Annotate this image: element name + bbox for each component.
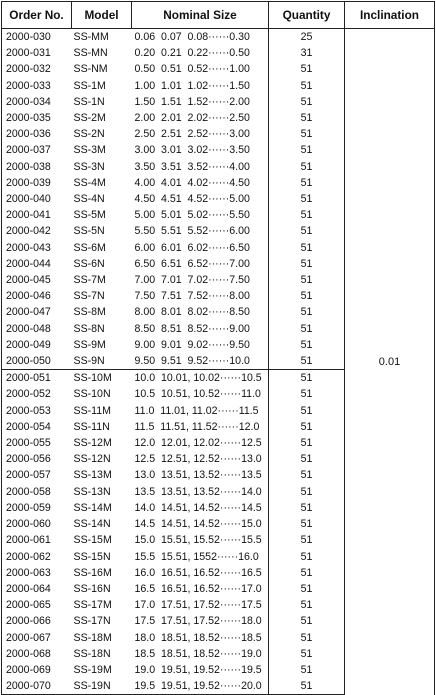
quantity-cell: 51: [269, 207, 345, 223]
order-no-cell: 2000-048: [2, 321, 72, 337]
order-no-cell: 2000-060: [2, 516, 72, 532]
quantity-cell: 51: [269, 419, 345, 435]
model-cell: SS-2N: [73, 128, 105, 141]
table-header: [2, 2, 435, 29]
order-no-cell: 2000-049: [2, 337, 72, 353]
model-cell: SS-8N: [73, 322, 105, 335]
order-no-cell: 2000-062: [2, 549, 72, 565]
nominal-size-cell: 2.50 2.51 2.52······3.00: [134, 128, 250, 141]
quantity-cell: 51: [269, 142, 345, 158]
model-cell: SS-13N: [73, 485, 111, 498]
inclination-value: 0.01: [345, 29, 435, 695]
quantity-cell: 51: [269, 451, 345, 467]
order-no-cell: 2000-057: [2, 467, 72, 483]
nominal-size-cell: 9.50 9.51 9.52······10.0: [134, 355, 250, 368]
model-cell: SS-14M: [73, 501, 112, 514]
nominal-size-cell: 7.50 7.51 7.52······8.00: [134, 290, 250, 303]
quantity-header: Quantity: [269, 2, 345, 29]
quantity-cell: 51: [269, 386, 345, 402]
model-cell: SS-12N: [73, 453, 111, 466]
nominal-size-cell: 12.0 12.01, 12.02······12.5: [134, 437, 262, 450]
model-cell: SS-15N: [73, 550, 111, 563]
order-no-cell: 2000-067: [2, 630, 72, 646]
model-cell: SS-9N: [73, 355, 105, 368]
order-no-cell: 2000-035: [2, 110, 72, 126]
nominal-size-cell: 2.00 2.01 2.02······2.50: [134, 112, 250, 125]
order-no-cell: 2000-031: [2, 45, 72, 61]
nominal-size-cell: 13.0 13.51, 13.52······13.5: [134, 469, 262, 482]
nominal-size-cell: 8.00 8.01 8.02······8.50: [134, 306, 250, 319]
quantity-cell: 51: [269, 646, 345, 662]
order-no-cell: 2000-069: [2, 662, 72, 678]
nominal-size-cell: 16.0 16.51, 16.52······16.5: [134, 566, 262, 579]
order-no-cell: 2000-034: [2, 94, 72, 110]
model-cell: SS-19M: [73, 663, 112, 676]
nominal-size-cell: 16.5 16.51, 16.52······17.0: [134, 582, 262, 595]
quantity-cell: 51: [269, 353, 345, 370]
order-no-cell: 2000-053: [2, 403, 72, 419]
quantity-cell: 51: [269, 403, 345, 419]
quantity-cell: 51: [269, 500, 345, 516]
order-no-cell: 2000-061: [2, 532, 72, 548]
model-cell: SS-7N: [73, 290, 105, 303]
nominal-size-cell: 0.20 0.21 0.22······0.50: [134, 47, 250, 60]
order-no-cell: 2000-066: [2, 613, 72, 629]
order-no-cell: 2000-050: [2, 353, 72, 370]
inclination-header: Inclination: [345, 2, 435, 29]
order-no-cell: 2000-054: [2, 419, 72, 435]
model-cell: SS-1N: [73, 95, 105, 108]
nominal-size-cell: 4.50 4.51 4.52······5.00: [134, 193, 250, 206]
nominal-size-cell: 10.0 10.01, 10.02······10.5: [132, 370, 269, 387]
order-no-cell: 2000-040: [2, 191, 72, 207]
quantity-cell: 51: [269, 581, 345, 597]
model-cell: SS-NM: [73, 63, 108, 76]
order-no-cell: 2000-037: [2, 142, 72, 158]
order-no-cell: 2000-052: [2, 386, 72, 402]
order-no-cell: 2000-063: [2, 565, 72, 581]
nominal-size-cell: 14.5 14.51, 14.52······15.0: [134, 518, 262, 531]
order-no-cell: 2000-068: [2, 646, 72, 662]
model-cell: SS-14N: [73, 518, 111, 531]
nominal-size-cell: 19.5 19.51, 19.52······20.0: [132, 678, 269, 695]
model-cell: SS-10M: [72, 370, 132, 387]
quantity-cell: 51: [269, 435, 345, 451]
quantity-cell: 51: [269, 613, 345, 629]
model-cell: SS-5M: [73, 209, 106, 222]
order-no-cell: 2000-032: [2, 61, 72, 77]
order-no-cell: 2000-043: [2, 240, 72, 256]
order-no-cell: 2000-056: [2, 451, 72, 467]
nominal-size-cell: 5.00 5.01 5.02······5.50: [134, 209, 250, 222]
quantity-cell: 51: [269, 191, 345, 207]
nominal-size-cell: 1.50 1.51 1.52······2.00: [134, 95, 250, 108]
model-cell: SS-4M: [73, 176, 106, 189]
quantity-cell: 51: [269, 565, 345, 581]
order-no-cell: 2000-038: [2, 159, 72, 175]
model-cell: SS-17M: [73, 599, 112, 612]
nominal-size-cell: 15.5 15.51, 1552······16.0: [134, 550, 259, 563]
model-cell: SS-4N: [73, 193, 105, 206]
quantity-cell: 51: [269, 467, 345, 483]
quantity-cell: 51: [269, 223, 345, 239]
order-no-cell: 2000-047: [2, 304, 72, 320]
nominal-size-cell: 11.5 11.51, 11.52······12.0: [134, 420, 260, 433]
model-cell: SS-6M: [73, 241, 106, 254]
quantity-cell: 51: [269, 370, 345, 387]
nominal-size-cell: 4.00 4.01 4.02······4.50: [134, 176, 250, 189]
quantity-cell: 51: [269, 597, 345, 613]
nominal-size-cell: 17.5 17.51, 17.52······18.0: [134, 615, 262, 628]
model-cell: SS-17N: [73, 615, 111, 628]
model-cell: SS-13M: [73, 469, 112, 482]
nominal-size-cell: 13.5 13.51, 13.52······14.0: [134, 485, 262, 498]
quantity-cell: 51: [269, 549, 345, 565]
model-cell: SS-9M: [73, 338, 106, 351]
order-no-cell: 2000-045: [2, 272, 72, 288]
order-no-cell: 2000-058: [2, 484, 72, 500]
quantity-cell: 51: [269, 272, 345, 288]
order-no-cell: 2000-046: [2, 288, 72, 304]
quantity-cell: 51: [269, 175, 345, 191]
model-cell: SS-10N: [73, 388, 111, 401]
quantity-cell: 51: [269, 678, 345, 695]
quantity-cell: 51: [269, 78, 345, 94]
order-no-cell: 2000-036: [2, 126, 72, 142]
model-cell: SS-18N: [73, 647, 111, 660]
nominal-size-cell: 8.50 8.51 8.52······9.00: [134, 322, 250, 335]
quantity-cell: 51: [269, 630, 345, 646]
nominal-size-cell: 7.00 7.01 7.02······7.50: [134, 274, 250, 287]
quantity-cell: 51: [269, 240, 345, 256]
nominal-size-cell: 12.5 12.51, 12.52······13.0: [134, 453, 262, 466]
model-cell: SS-1M: [73, 79, 106, 92]
nominal-size-cell: 3.00 3.01 3.02······3.50: [134, 144, 250, 157]
model-cell: SS-5N: [73, 225, 105, 238]
header-row: [2, 2, 435, 29]
quantity-cell: 51: [269, 532, 345, 548]
nominal-size-cell: 6.50 6.51 6.52······7.00: [134, 257, 250, 270]
nominal-size-cell: 0.50 0.51 0.52······1.00: [134, 63, 250, 76]
order-no-cell: 2000-064: [2, 581, 72, 597]
order-no-cell: 2000-039: [2, 175, 72, 191]
model-cell: SS-16N: [73, 582, 111, 595]
order-no-cell: 2000-033: [2, 78, 72, 94]
nominal-size-cell: 9.00 9.01 9.02······9.50: [134, 338, 250, 351]
nominal-size-cell: 11.0 11.01, 11.02······11.5: [134, 404, 259, 417]
order-no-cell: 2000-042: [2, 223, 72, 239]
order-no-cell: 2000-055: [2, 435, 72, 451]
nominal-size-cell: 10.5 10.51, 10.52······11.0: [134, 388, 261, 401]
nominal-size-cell: 6.00 6.01 6.02······6.50: [134, 241, 250, 254]
order-no-header: Order No.: [2, 2, 72, 29]
table-row: [2, 29, 435, 46]
quantity-cell: 51: [269, 94, 345, 110]
model-cell: SS-18M: [73, 631, 112, 644]
model-cell: SS-8M: [73, 306, 106, 319]
nominal-size-cell: 1.00 1.01 1.02······1.50: [134, 79, 250, 92]
nominal-size-cell: 19.0 19.51, 19.52······19.5: [134, 663, 262, 676]
quantity-cell: 51: [269, 516, 345, 532]
nominal-size-cell: 18.0 18.51, 18.52······18.5: [134, 631, 262, 644]
quantity-cell: 51: [269, 321, 345, 337]
model-cell: SS-MN: [73, 47, 108, 60]
order-no-cell: 2000-044: [2, 256, 72, 272]
model-cell: SS-3M: [73, 144, 106, 157]
model-cell: SS-MM: [73, 31, 109, 43]
quantity-cell: 51: [269, 337, 345, 353]
nominal-size-cell: 17.0 17.51, 17.52······17.5: [134, 599, 262, 612]
model-cell: SS-12M: [73, 437, 112, 450]
order-no-cell: 2000-030: [2, 29, 72, 46]
quantity-cell: 51: [269, 110, 345, 126]
model-header: Model: [72, 2, 132, 29]
order-no-cell: 2000-051: [2, 370, 72, 387]
quantity-cell: 31: [269, 45, 345, 61]
model-cell: SS-11N: [73, 420, 110, 433]
quantity-cell: 51: [269, 256, 345, 272]
order-no-cell: 2000-059: [2, 500, 72, 516]
nominal-size-cell: 5.50 5.51 5.52······6.00: [134, 225, 250, 238]
model-cell: SS-16M: [73, 566, 112, 579]
nominal-size-cell: 14.0 14.51, 14.52······14.5: [134, 501, 262, 514]
model-cell: SS-19N: [72, 678, 132, 695]
model-cell: SS-15M: [73, 534, 112, 547]
feeler-gauge-table: [1, 1, 435, 695]
table-body: [2, 29, 435, 695]
quantity-cell: 51: [269, 126, 345, 142]
quantity-cell: 51: [269, 304, 345, 320]
quantity-cell: 51: [269, 61, 345, 77]
model-cell: SS-6N: [73, 257, 105, 270]
quantity-cell: 51: [269, 159, 345, 175]
nominal-size-cell: 0.06 0.07 0.08······0.30: [134, 31, 250, 43]
nominal-size-cell: 18.5 18.51, 18.52······19.0: [134, 647, 262, 660]
order-no-cell: 2000-065: [2, 597, 72, 613]
model-cell: SS-11M: [73, 404, 111, 417]
quantity-cell: 51: [269, 662, 345, 678]
quantity-cell: 25: [269, 29, 345, 46]
quantity-cell: 51: [269, 484, 345, 500]
nominal-size-cell: 15.0 15.51, 15.52······15.5: [134, 534, 262, 547]
order-no-cell: 2000-041: [2, 207, 72, 223]
model-cell: SS-7M: [73, 274, 106, 287]
model-cell: SS-3N: [73, 160, 105, 173]
nominal-size-cell: 3.50 3.51 3.52······4.00: [134, 160, 250, 173]
order-no-cell: 2000-070: [2, 678, 72, 695]
nominal-size-header: Nominal Size: [132, 2, 269, 29]
quantity-cell: 51: [269, 288, 345, 304]
model-cell: SS-2M: [73, 112, 106, 125]
